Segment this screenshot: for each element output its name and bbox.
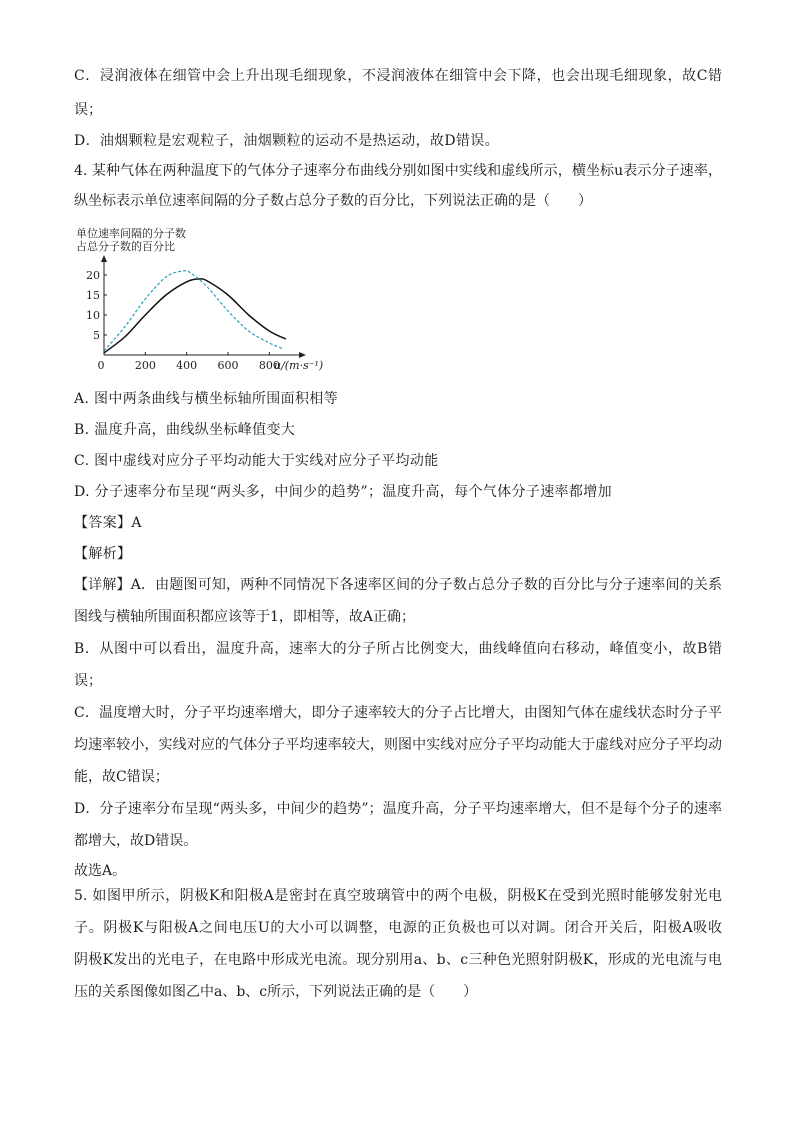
y-tick-label: 15	[86, 289, 100, 302]
q4-option-c: C. 图中虚线对应分子平均动能大于实线对应分子平均动能	[74, 453, 439, 469]
q5-line: 子。阴极K与阳极A之间电压U的大小可以调整，电源的正负极也可以对调。闭合开关后，阳极A吸收	[74, 920, 722, 936]
prev-option-c	[74, 66, 722, 120]
curve-dashed	[104, 271, 284, 351]
q4-stem-line2: 纵坐标表示单位速率间隔的分子数占总分子数的百分比，下列说法正确的是（ ）	[74, 193, 592, 209]
x-tick-label: 600	[217, 359, 239, 372]
y-tick-label: 5	[93, 329, 100, 342]
q4-detail	[74, 575, 722, 881]
detail-line: B．从图中可以看出，温度升高，速率大的分子所占比例变大，曲线峰值向右移动，峰值变小，故B错	[74, 641, 722, 657]
q4-option-d: D. 分子速率分布呈现“两头多，中间少的趋势”；温度升高，每个气体分子速率都增加	[74, 484, 612, 500]
q4-option-a: A. 图中两条曲线与横坐标轴所围面积相等	[74, 391, 339, 407]
q4-answer: 【答案】A	[74, 515, 142, 531]
detail-line: 能，故C错误；	[74, 769, 169, 785]
detail-line: 故选A。	[74, 863, 127, 879]
detail-line: 都增大，故D错误。	[74, 833, 198, 849]
q4-analysis-label: 【解析】	[74, 546, 132, 562]
detail-line: 【详解】A．由题图可知，两种不同情况下各速率区间的分子数占总分子数的百分比与分子速率间的关系	[74, 577, 722, 593]
q4-stem	[74, 161, 722, 211]
q5-stem	[74, 886, 722, 1002]
detail-line: C．温度增大时，分子平均速率增大，即分子速率较大的分子占比增大，由图知气体在虚线状态时分子平	[74, 705, 722, 721]
prev-c-line2: 误；	[74, 102, 102, 118]
q5-line: 阴极K发出的光电子，在电路中形成光电流。现分别用a、b、c三种色光照射阴极K，形成的光电流与电	[74, 952, 722, 968]
chart-ylabel-line2: 占总分子数的百分比	[76, 240, 175, 253]
x-tick-label: 200	[134, 359, 156, 372]
detail-line: D．分子速率分布呈现“两头多，中间少的趋势”；温度升高，分子平均速率增大，但不是每个分子的速率	[74, 801, 722, 817]
detail-line: 均速率较小，实线对应的气体分子平均速率较大，则图中实线对应分子平均动能大于虚线对应分子平均动	[74, 737, 722, 753]
x-tick-label: 400	[176, 359, 198, 372]
x-tick-label: 800	[258, 359, 280, 372]
chart-axes	[101, 255, 306, 358]
x-axis-arrow	[299, 352, 306, 358]
q4-option-b: B. 温度升高，曲线纵坐标峰值变大	[74, 422, 296, 438]
chart-curves	[104, 271, 286, 353]
y-tick-label: 20	[86, 269, 100, 282]
y-tick-label: 10	[86, 309, 100, 322]
detail-line: 误；	[74, 673, 102, 689]
y-axis-arrow	[101, 255, 107, 262]
curve-solid	[104, 279, 286, 353]
detail-line: 图线与横轴所围面积都应该等于1，即相等，故A正确；	[74, 609, 416, 625]
q5-line: 5. 如图甲所示，阴极K和阳极A是密封在真空玻璃管中的两个电极，阴极K在受到光照时能够发射光电	[74, 888, 722, 904]
x-tick-label: 0	[97, 359, 105, 372]
prev-option-d: D．油烟颗粒是宏观粒子，油烟颗粒的运动不是热运动，故D错误。	[74, 133, 499, 149]
speed-distribution-chart	[74, 225, 324, 375]
prev-c-line1: C．浸润液体在细管中会上升出现毛细现象，不浸润液体在细管中会下降，也会出现毛细现象，故C错	[74, 68, 722, 84]
chart-ylabel-line1: 单位速率间隔的分子数	[76, 227, 186, 240]
q5-line: 压的关系图像如图乙中a、b、c所示，下列说法正确的是（ ）	[74, 984, 478, 1000]
chart-xlabel: u/(m·s⁻¹)	[274, 359, 324, 372]
q4-stem-line1: 4. 某种气体在两种温度下的气体分子速率分布曲线分别如图中实线和虚线所示，横坐标u表示分子速率，	[74, 163, 722, 179]
